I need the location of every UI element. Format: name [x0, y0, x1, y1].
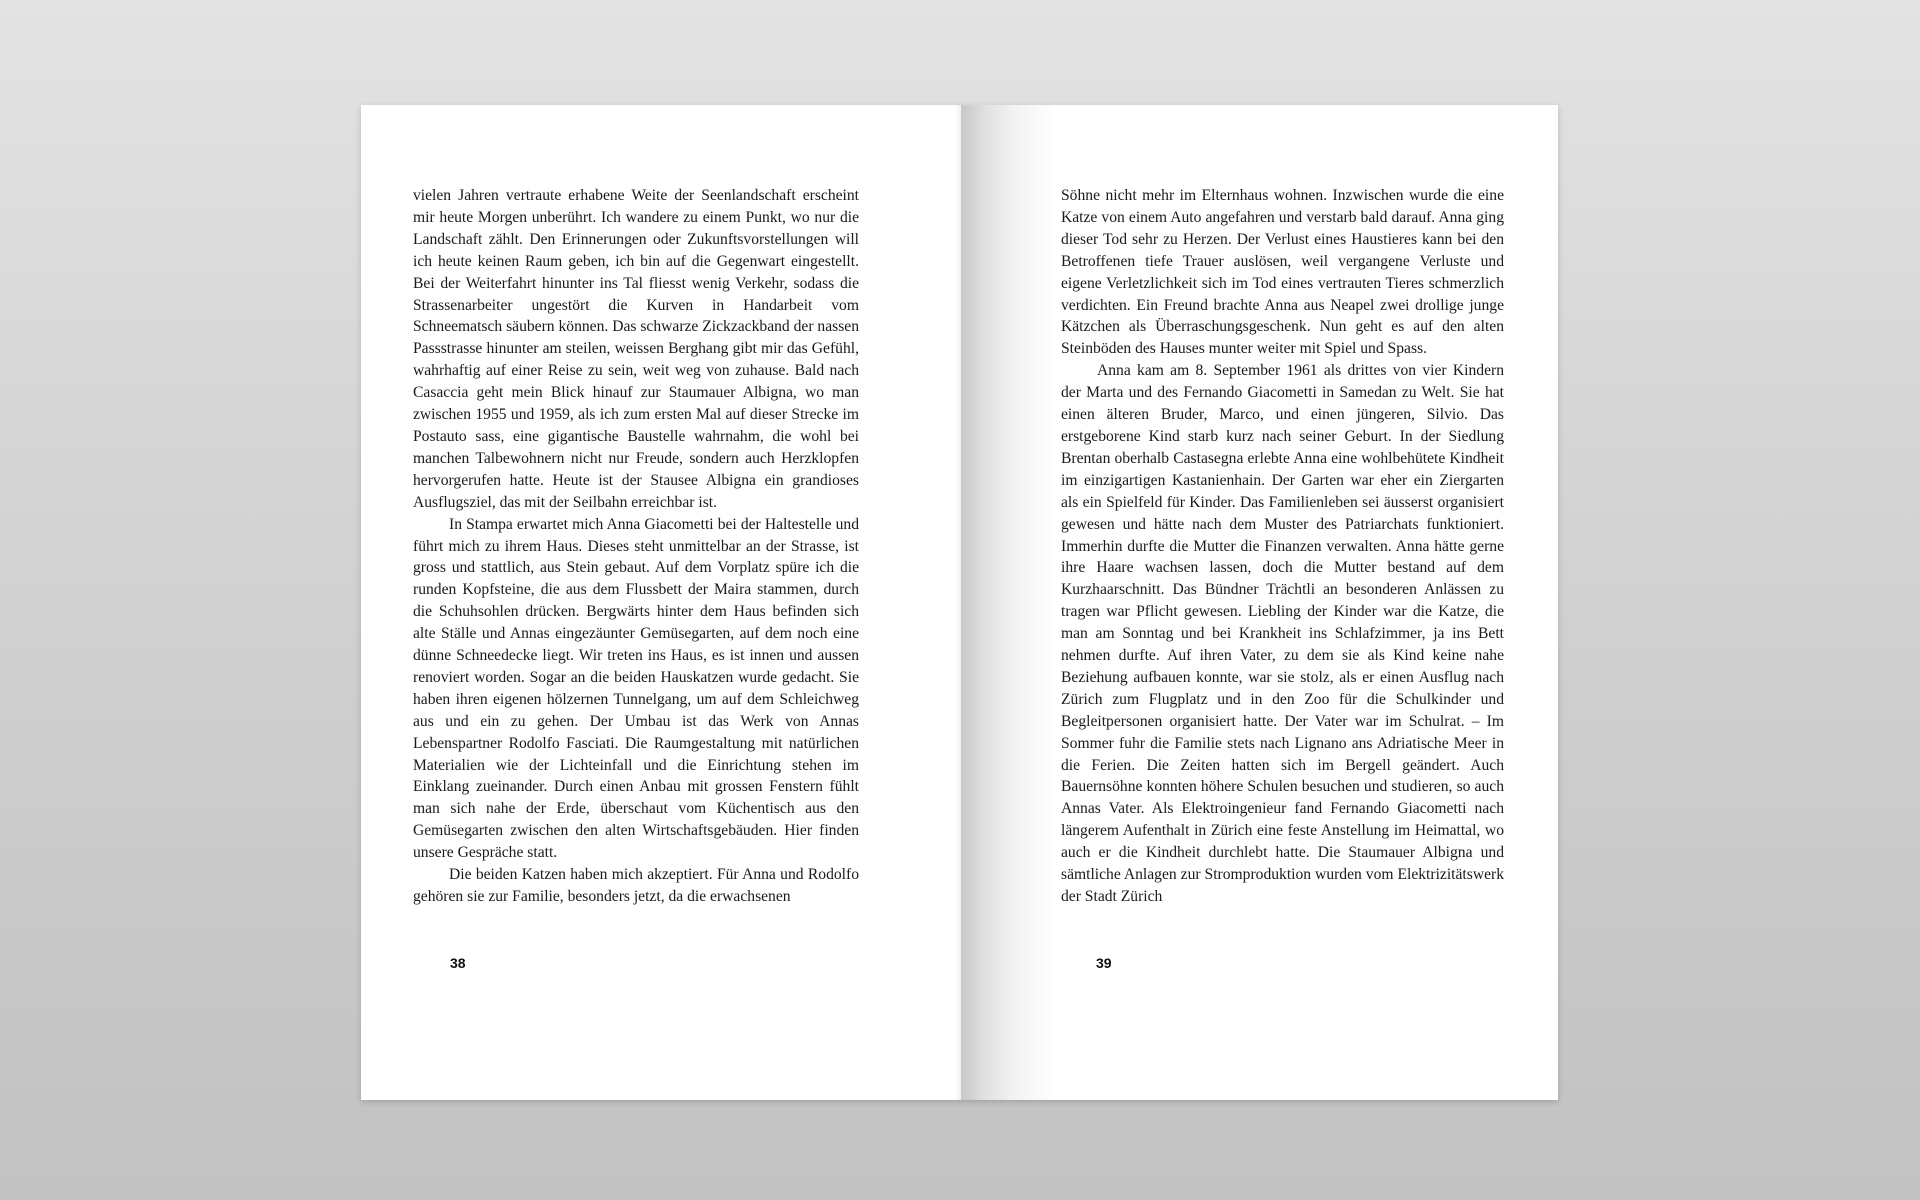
left-page-number: 38 — [450, 955, 466, 971]
right-paragraph-1: Söhne nicht mehr im Elternhaus wohnen. Inzwischen wurde die eine Katze von einem Auto angefahren und verstarb bald darauf. Anna ging dieser Tod sehr zu Herzen. Der Verlust eines Haustieres kann bei den Betroffenen tiefe Trauer auslösen, weil vergangene Verluste und eigene Verletzlichkeit sich im Tod eines vertrauten Tieres schmerzlich verdichten. Ein Freund brachte Anna aus Neapel zwei drollige junge Kätzchen als Überraschungsgeschenk. Nun geht es auf den alten Steinböden des Hauses munter weiter mit Spiel und Spass. — [1061, 187, 1504, 358]
left-paragraph-1: vielen Jahren vertraute erhabene Weite der Seenlandschaft erscheint mir heute Morgen unberührt. Ich wandere zu einem Punkt, wo nur die Landschaft zählt. Den Erinnerungen oder Zukunftsvorstellungen will ich heute keinen Raum geben, ich bin auf die Gegenwart eingestellt. Bei der Weiterfahrt hinunter ins Tal fliesst wenig Verkehr, sodass die Strassenarbeiter ungestört die Kurven in Handarbeit vom Schneematsch säubern können. Das schwarze Zickzackband der nassen Passstrasse hinunter am steilen, weissen Berghang gibt mir das Gefühl, wahrhaftig auf einer Reise zu sein, weit weg von zuhause. Bald nach Casaccia geht mein Blick hinauf zur Staumauer Albigna, wo man zwischen 1955 und 1959, als ich zum ersten Mal auf dieser Strecke im Postauto sass, eine gigantische Baustelle wahrnahm, die wohl bei manchen Talbewohnern nicht nur Freude, sondern auch Herzklopfen hervorgerufen hatte. Heute ist der Stausee Albigna ein grandioses Ausflugsziel, das mit der Seilbahn erreichbar ist. — [413, 187, 859, 511]
left-paragraph-3: Die beiden Katzen haben mich akzeptiert. Für Anna und Rodolfo gehören sie zur Familie, besonders jetzt, da die erwachsenen — [413, 866, 859, 905]
left-page-text — [413, 185, 859, 908]
left-paragraph-2: In Stampa erwartet mich Anna Giacometti bei der Haltestelle und führt mich zu ihrem Haus. Dieses steht unmittelbar an der Strasse, ist gross und stattlich, aus Stein gebaut. Auf dem Vorplatz spüre ich die runden Kopfsteine, die aus dem Flussbett der Maira stammen, durch die Schuhsohlen drücken. Bergwärts hinter dem Haus befinden sich alte Ställe und Annas eingezäunter Gemüsegarten, auf dem noch eine dünne Schneedecke liegt. Wir treten ins Haus, es ist innen und aussen renoviert worden. Sogar an die beiden Hauskatzen wurde gedacht. Sie haben ihren eigenen hölzernen Tunnelgang, um auf dem Schleichweg aus und ein zu gehen. Der Umbau ist das Werk von Annas Lebenspartner Rodolfo Fasciati. Die Raumgestaltung mit natürlichen Materialien wie der Lichteinfall und die Einrichtung stehen im Einklang zueinander. Durch einen Anbau mit grossen Fenstern fühlt man sich nahe der Erde, überschaut vom Küchentisch aus den Gemüsegarten zwischen den alten Wirtschaftsgebäuden. Hier finden unsere Gespräche statt. — [413, 515, 859, 862]
left-page — [361, 105, 961, 1100]
book-spread — [361, 105, 1558, 1100]
right-page-text — [1061, 185, 1504, 908]
right-paragraph-2: Anna kam am 8. September 1961 als drittes von vier Kindern der Marta und des Fernando Giacometti in Samedan zu Welt. Sie hat einen älteren Bruder, Marco, und einen jüngeren, Silvio. Das erstgeborene Kind starb kurz nach seiner Geburt. In der Siedlung Brentan oberhalb Castasegna erlebte Anna eine wohlbehütete Kindheit im einzigartigen Kastanienhain. Der Garten war eher ein Ziergarten als ein Spielfeld für Kinder. Das Familienleben sei äusserst organisiert gewesen und hätte nach dem Muster des Patriarchats funktioniert. Immerhin durfte die Mutter die Finanzen verwalten. Anna hätte gerne ihre Haare wachsen lassen, doch die Mutter bestand auf dem Kurzhaarschnitt. Das Bündner Trächtli an besonderen Anlässen zu tragen war Pflicht gewesen. Liebling der Kinder war die Katze, die man am Sonntag und bei Krankheit ins Schlafzimmer, ja ins Bett nehmen durfte. Auf ihren Vater, zu dem sie als Kind keine nahe Beziehung aufbauen konnte, war sie stolz, als er einen Ausflug nach Zürich zum Flugplatz und in den Zoo für die Schulkinder und Begleitpersonen organisiert hatte. Der Vater war im Schulrat. – Im Sommer fuhr die Familie stets nach Lignano ans Adriatische Meer in die Ferien. Die Zeiten hatten sich im Bergell geändert. Auch Bauernsöhne konnten höhere Schulen besuchen und studieren, so auch Annas Vater. Als Elektroingenieur fand Fernando Giacometti nach längerem Aufenthalt in Zürich eine feste Anstellung im Heimattal, wo auch er die Kindheit durchlebt hatte. Die Staumauer Albigna und sämtliche Anlagen zur Stromproduktion wurden vom Elektrizitätswerk der Stadt Zürich — [1061, 362, 1504, 905]
right-page — [961, 105, 1558, 1100]
gutter-shadow — [961, 105, 1056, 1100]
right-page-number: 39 — [1096, 955, 1112, 971]
